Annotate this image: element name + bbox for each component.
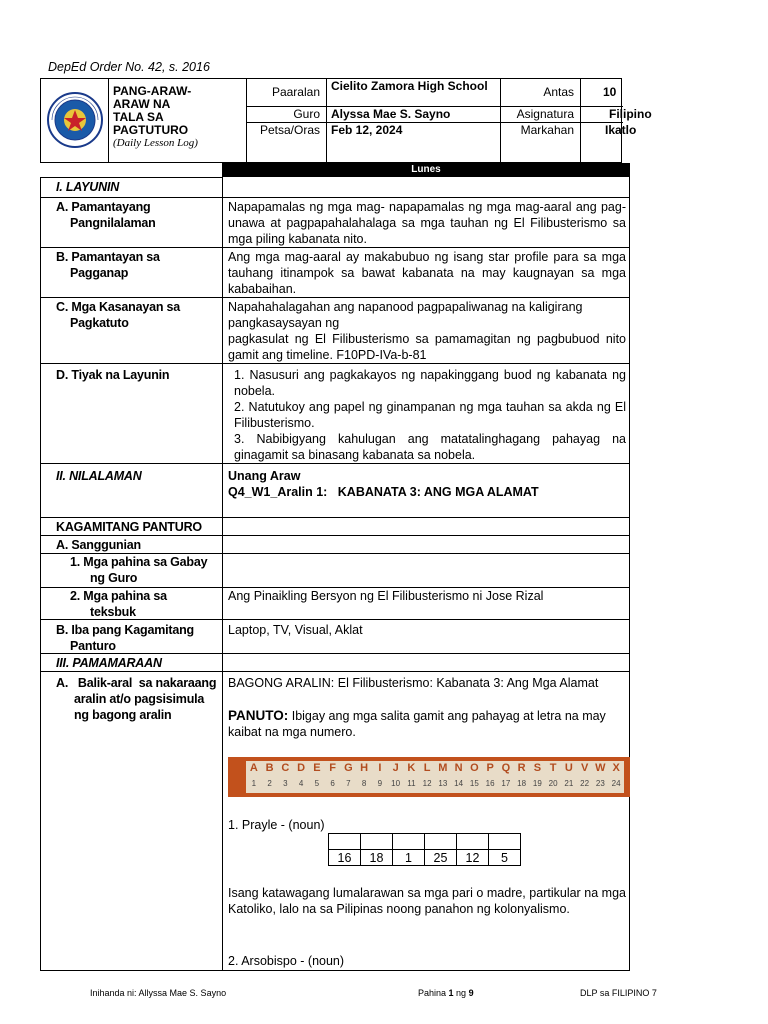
alphabet-letter: L xyxy=(423,762,431,774)
alphabet-numbers xyxy=(246,777,624,791)
alphabet-number: 20 xyxy=(548,779,558,788)
alphabet-letter: W xyxy=(595,762,606,774)
teksbuk-label-1: 2. Mga pahina sa xyxy=(70,589,167,603)
c-label-1: C. Mga Kasanayan sa xyxy=(56,300,181,314)
title-italic: (Daily Lesson Log) xyxy=(113,137,198,149)
footer-course: DLP sa FILIPINO 7 xyxy=(580,988,657,998)
d-item-1: 1. Nasusuri ang pagkakayos ng napakinggang buod ng kabanata ng nobela. xyxy=(234,368,626,398)
d-item-2: 2. Natutukoy ang papel ng ginampanan ng mga tauhan sa akda ng El Filibusterismo. xyxy=(234,400,626,430)
alphabet-letter: V xyxy=(580,762,589,774)
panuto-text: Ibigay ang mga salita gamit ang pahayag at letra na may kaibat na mga numero. xyxy=(228,709,606,739)
logo-cell xyxy=(41,79,109,163)
nilalaman-day: Unang Araw xyxy=(228,469,301,483)
page-number: 1 xyxy=(448,988,454,998)
title-line-3: TALA SA xyxy=(113,110,164,124)
code-cell: 25 xyxy=(425,850,457,866)
alphabet-number: 21 xyxy=(564,779,574,788)
alphabet-number: 17 xyxy=(501,779,511,788)
alphabet-letters xyxy=(246,761,624,775)
alphabet-letter: K xyxy=(407,762,416,774)
b-label-2: Pagganap xyxy=(70,266,129,280)
bagong-aralin: BAGONG ARALIN: El Filibusterismo: Kabanata 3: Ang Mga Alamat xyxy=(228,676,599,690)
alphabet-letter: U xyxy=(564,762,573,774)
section-kagamitan: KAGAMITANG PANTURO xyxy=(56,520,202,534)
nilalaman-topic: Q4_W1_Aralin 1: KABANATA 3: ANG MGA ALAMAT xyxy=(228,485,539,499)
lesson-grid xyxy=(40,163,630,971)
alphabet-letter: J xyxy=(392,762,399,774)
section-layunin: I. LAYUNIN xyxy=(56,180,120,194)
markahan-value: Ikatlo xyxy=(605,123,637,137)
paaralan-label: Paaralan xyxy=(247,79,327,107)
code-cell: 5 xyxy=(489,850,521,866)
alphabet-letter: B xyxy=(265,762,274,774)
item1-code-table xyxy=(328,833,521,866)
teksbuk-label-2: teksbuk xyxy=(90,605,136,619)
alphabet-number: 22 xyxy=(580,779,590,788)
alphabet-number: 7 xyxy=(346,779,351,788)
teksbuk-text: Ang Pinaikling Bersyon ng El Filibusterismo ni Jose Rizal xyxy=(228,589,544,603)
alphabet-number: 4 xyxy=(298,779,304,788)
section-nilalaman: II. NILALAMAN xyxy=(56,469,142,483)
alphabet-number: 15 xyxy=(469,779,479,788)
item2-label: 2. Arsobispo - (noun) xyxy=(228,954,345,968)
blank-cell[interactable] xyxy=(457,834,489,850)
alphabet-letter: G xyxy=(344,762,353,774)
alphabet-letter: N xyxy=(454,762,463,774)
c-text-1: Napahahalagahan ang napanood pagpapaliwanag na kaligirang pangkasaysayan ng xyxy=(228,300,583,330)
sanggunian-label: A. Sanggunian xyxy=(56,538,141,552)
code-cell: 16 xyxy=(329,850,361,866)
b-text: Ang mga mag-aaral ay makabubuo ng isang star profile para sa mga tauhang itinampok sa bawat kabanata na may kaugnayan sa mga kababaihan. xyxy=(228,250,626,296)
deped-order: DepEd Order No. 42, s. 2016 xyxy=(48,60,210,74)
balik-label-3: ng bagong aralin xyxy=(74,708,172,722)
alphabet-letter: I xyxy=(378,762,382,774)
panuto-label: PANUTO: xyxy=(228,708,289,723)
footer-page xyxy=(418,988,474,998)
petsa-label: Petsa/Oras xyxy=(247,123,327,163)
header-table xyxy=(40,78,652,163)
alphabet-strip-inner xyxy=(246,761,624,793)
alphabet-number: 2 xyxy=(267,779,272,788)
alphabet-number: 16 xyxy=(485,779,495,788)
alphabet-letter: H xyxy=(360,762,369,774)
alphabet-number: 19 xyxy=(532,779,542,788)
asignatura-value: Filipino xyxy=(581,107,623,123)
a-label-1: A. Pamantayang xyxy=(56,200,151,214)
alphabet-letter: A xyxy=(249,762,258,774)
item1-definition: Isang katawagang lumalarawan sa mga pari o madre, partikular na mga Katoliko, lalo na sa Pilipinas noong panahon ng kolonyalismo. xyxy=(228,886,626,916)
alphabet-strip xyxy=(228,757,630,797)
alphabet-number: 24 xyxy=(611,779,621,788)
balik-label-1: A. Balik-aral sa nakaraang xyxy=(56,676,217,690)
d-label: D. Tiyak na Layunin xyxy=(56,368,170,382)
d-item-3: 3. Nabibigyang kahulugan ang matatalinghagang pahayag na ginagamit sa binasang kabanata sa nobela. xyxy=(234,432,626,462)
blank-cell[interactable] xyxy=(361,834,393,850)
alphabet-number: 8 xyxy=(361,779,367,788)
alphabet-number: 3 xyxy=(283,779,288,788)
b-label-1: B. Pamantayan sa xyxy=(56,250,160,264)
page-mid: ng xyxy=(453,988,469,998)
iba-label-2: Panturo xyxy=(70,639,116,653)
blank-cell[interactable] xyxy=(393,834,425,850)
antas-value: 10 xyxy=(581,79,623,107)
dll-title xyxy=(109,79,247,163)
alphabet-number: 12 xyxy=(422,779,432,788)
alphabet-letter: M xyxy=(438,762,448,774)
alphabet-letter: C xyxy=(281,762,290,774)
alphabet-letter: P xyxy=(486,762,494,774)
code-cell: 12 xyxy=(457,850,489,866)
alphabet-letter: D xyxy=(297,762,306,774)
title-line-2: ARAW NA xyxy=(113,97,171,111)
balik-label-2: aralin at/o pagsisimula xyxy=(74,692,205,706)
alphabet-letter: X xyxy=(612,762,620,774)
iba-text: Laptop, TV, Visual, Aklat xyxy=(228,623,363,637)
iba-label-1: B. Iba pang Kagamitang xyxy=(56,623,194,637)
petsa-value: Feb 12, 2024 xyxy=(327,123,501,163)
panuto xyxy=(228,708,626,740)
day-header: Lunes xyxy=(222,163,630,177)
blank-cell[interactable] xyxy=(425,834,457,850)
gabay-label-2: ng Guro xyxy=(90,571,138,585)
alphabet-number: 11 xyxy=(407,779,416,788)
title-line-4: PAGTUTURO xyxy=(113,123,189,137)
c-text-2: pagkasulat ng El Filibusterismo sa pamamagitan ng pagbubuod nito gamit ang timeline. F10PD-IVa-b-81 xyxy=(228,332,626,362)
alphabet-number: 23 xyxy=(595,779,605,788)
alphabet-letter: S xyxy=(533,762,542,774)
a-text: Napapamalas ng mga mag- napapamalas ng mga mag-aaral ang pag-unawa at pagpapahalahalaga sa mga tauhan ng El Filibusterismo sa mga piling kabanata nito. xyxy=(228,200,626,246)
blank-cell[interactable] xyxy=(329,834,361,850)
asignatura-label: Asignatura xyxy=(501,107,581,123)
alphabet-letter: E xyxy=(313,762,321,774)
alphabet-letter: T xyxy=(549,762,557,774)
alphabet-letter: F xyxy=(329,762,336,774)
paaralan-value: Cielito Zamora High School xyxy=(327,79,501,107)
item1-label: 1. Prayle - (noun) xyxy=(228,818,325,832)
alphabet-number: 6 xyxy=(330,779,335,788)
guro-value: Alyssa Mae S. Sayno xyxy=(327,107,501,123)
alphabet-number: 13 xyxy=(438,779,448,788)
a-label-2: Pangnilalaman xyxy=(70,216,156,230)
page-prefix: Pahina xyxy=(418,988,449,998)
alphabet-number: 18 xyxy=(517,779,527,788)
alphabet-number: 14 xyxy=(454,779,464,788)
deped-seal-icon xyxy=(41,79,109,163)
alphabet-letter: O xyxy=(470,762,479,774)
section-pamamaraan: III. PAMAMARAAN xyxy=(56,656,162,670)
alphabet-letter: Q xyxy=(501,762,511,774)
title-line-1: PANG-ARAW- xyxy=(113,84,192,98)
page-total: 9 xyxy=(468,988,474,998)
markahan-label: Markahan xyxy=(501,123,581,163)
footer-prepared: Inihanda ni: Allyssa Mae S. Sayno xyxy=(90,988,227,998)
code-cell: 1 xyxy=(393,850,425,866)
gabay-label-1: 1. Mga pahina sa Gabay xyxy=(70,555,208,569)
antas-label: Antas xyxy=(501,79,581,107)
alphabet-letter: R xyxy=(517,762,526,774)
blank-cell[interactable] xyxy=(489,834,521,850)
code-cell: 18 xyxy=(361,850,393,866)
alphabet-number: 5 xyxy=(314,779,320,788)
alphabet-number: 1 xyxy=(251,779,257,788)
c-label-2: Pagkatuto xyxy=(70,316,129,330)
alphabet-number: 9 xyxy=(377,779,383,788)
alphabet-number: 10 xyxy=(391,779,401,788)
guro-label: Guro xyxy=(247,107,327,123)
